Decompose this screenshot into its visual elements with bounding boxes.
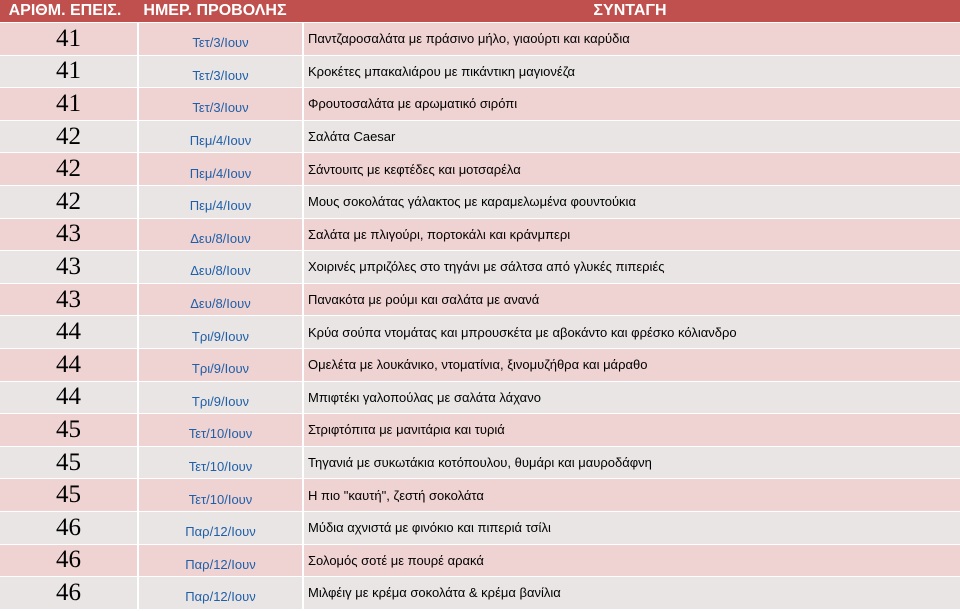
air-date-cell: Τετ/3/Ιουν (139, 88, 304, 120)
recipe-cell: Μους σοκολάτας γάλακτος με καραμελωμένα φουντούκια (308, 194, 636, 210)
episode-number-cell: 42 (0, 121, 139, 153)
episode-number-cell: 44 (0, 382, 139, 414)
episode-number-cell: 44 (0, 349, 139, 381)
recipe-cell: Μπιφτέκι γαλοπούλας με σαλάτα λάχανο (308, 389, 541, 405)
table-row (0, 88, 960, 121)
table-row (0, 349, 960, 382)
recipe-cell: Φρουτοσαλάτα με αρωματικό σιρόπι (308, 96, 518, 112)
table-row (0, 479, 960, 512)
episode-number-cell: 46 (0, 512, 139, 544)
table-header (0, 0, 960, 23)
table-body (0, 23, 960, 610)
episode-number-cell: 41 (0, 23, 139, 55)
recipe-cell: Χοιρινές μπριζόλες στο τηγάνι με σάλτσα από γλυκές πιπεριές (308, 259, 665, 275)
table-row (0, 186, 960, 219)
table-row (0, 121, 960, 154)
episode-number-cell: 43 (0, 251, 139, 283)
episode-number-cell: 45 (0, 479, 139, 511)
table-row (0, 447, 960, 480)
air-date-cell: Τρι/9/Ιουν (139, 316, 304, 348)
header-recipe: ΣΥΝΤΑΓΗ (593, 2, 667, 19)
recipe-cell: Σολομός σοτέ με πουρέ αρακά (308, 552, 484, 568)
recipe-cell: Σάντουιτς με κεφτέδες και μοτσαρέλα (308, 161, 521, 177)
recipe-cell: Κροκέτες μπακαλιάρου με πικάντικη μαγιονέζα (308, 63, 576, 79)
table-row (0, 284, 960, 317)
recipe-cell: Πανακότα με ρούμι και σαλάτα με ανανά (308, 292, 540, 308)
air-date-cell: Τρι/9/Ιουν (139, 349, 304, 381)
header-episode-number: ΑΡΙΘΜ. ΕΠΕΙΣ. (8, 2, 122, 19)
recipe-cell: Παντζαροσαλάτα με πράσινο μήλο, γιαούρτι και καρύδια (308, 31, 630, 47)
air-date-cell: Τετ/3/Ιουν (139, 23, 304, 55)
table-row (0, 153, 960, 186)
recipe-cell: Η πιο "καυτή", ζεστή σοκολάτα (308, 487, 484, 503)
table-row (0, 23, 960, 56)
episode-number-cell: 41 (0, 56, 139, 88)
air-date-cell: Τετ/10/Ιουν (139, 414, 304, 446)
recipe-cell: Στριφτόπιτα με μανιτάρια και τυριά (308, 422, 505, 438)
recipe-cell: Ομελέτα με λουκάνικο, ντοματίνια, ξινομυζήθρα και μάραθο (308, 357, 648, 373)
recipe-cell: Μιλφέιγ με κρέμα σοκολάτα & κρέμα βανίλια (308, 585, 561, 601)
table-row (0, 512, 960, 545)
recipe-cell: Κρύα σούπα ντομάτας και μπρουσκέτα με αβοκάντο και φρέσκο κόλιανδρο (308, 324, 737, 340)
episode-number-cell: 46 (0, 545, 139, 577)
air-date-cell: Δευ/8/Ιουν (139, 284, 304, 316)
episode-number-cell: 46 (0, 577, 139, 609)
air-date-cell: Παρ/12/Ιουν (139, 545, 304, 577)
air-date-cell: Τετ/10/Ιουν (139, 447, 304, 479)
header-air-date: ΗΜΕΡ. ΠΡΟΒΟΛΗΣ (143, 2, 287, 19)
table-row (0, 577, 960, 610)
recipe-cell: Τηγανιά με συκωτάκια κοτόπουλου, θυμάρι και μαυροδάφνη (308, 455, 652, 471)
air-date-cell: Πεμ/4/Ιουν (139, 186, 304, 218)
air-date-cell: Παρ/12/Ιουν (139, 577, 304, 609)
air-date-cell: Πεμ/4/Ιουν (139, 121, 304, 153)
air-date-cell: Τετ/3/Ιουν (139, 56, 304, 88)
recipe-cell: Σαλάτα Caesar (308, 129, 396, 145)
table-row (0, 316, 960, 349)
table-row (0, 251, 960, 284)
table-row (0, 56, 960, 89)
episode-number-cell: 43 (0, 284, 139, 316)
episode-number-cell: 42 (0, 153, 139, 185)
episode-number-cell: 42 (0, 186, 139, 218)
recipe-cell: Σαλάτα με πλιγούρι, πορτοκάλι και κράνμπερι (308, 226, 571, 242)
episode-number-cell: 41 (0, 88, 139, 120)
episode-number-cell: 44 (0, 316, 139, 348)
episode-number-cell: 45 (0, 447, 139, 479)
air-date-cell: Παρ/12/Ιουν (139, 512, 304, 544)
table-row (0, 219, 960, 252)
recipe-cell: Μύδια αχνιστά με φινόκιο και πιπεριά τσίλι (308, 520, 551, 536)
air-date-cell: Τρι/9/Ιουν (139, 382, 304, 414)
episode-number-cell: 43 (0, 219, 139, 251)
table-row (0, 545, 960, 578)
air-date-cell: Δευ/8/Ιουν (139, 219, 304, 251)
air-date-cell: Τετ/10/Ιουν (139, 479, 304, 511)
episode-number-cell: 45 (0, 414, 139, 446)
table-row (0, 382, 960, 415)
air-date-cell: Δευ/8/Ιουν (139, 251, 304, 283)
table-row (0, 414, 960, 447)
air-date-cell: Πεμ/4/Ιουν (139, 153, 304, 185)
